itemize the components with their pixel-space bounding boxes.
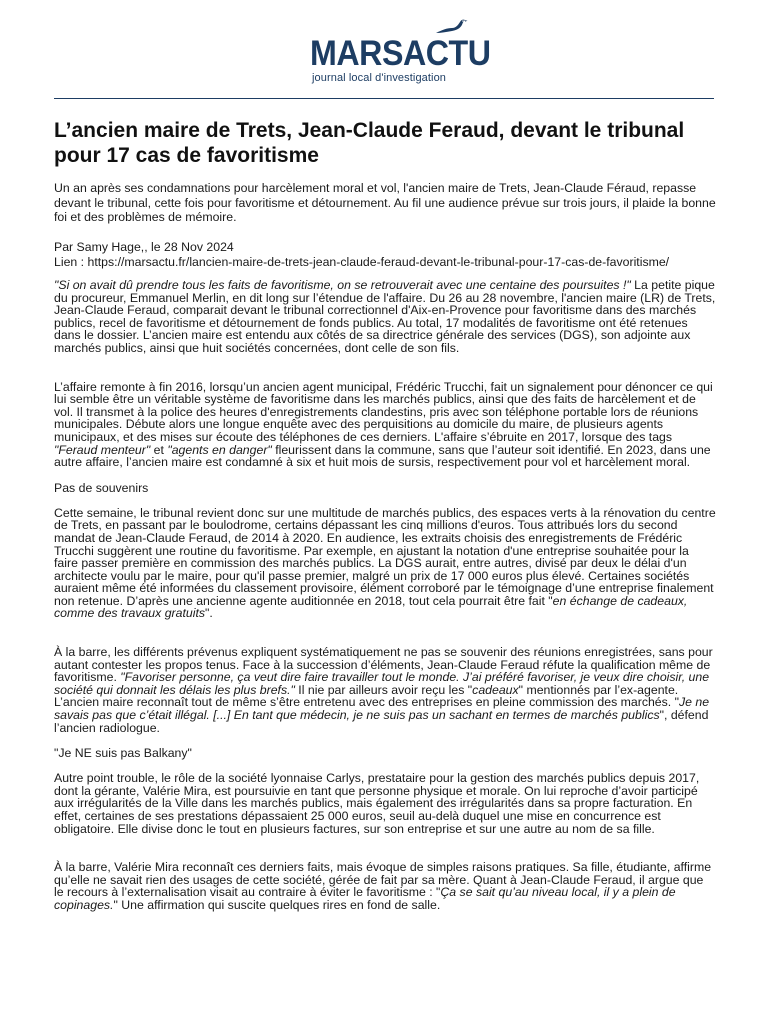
- quote-text: en échange de cadeaux, comme des travaux gratuits: [54, 593, 688, 621]
- body-text: ".: [205, 606, 213, 621]
- article-meta: [54, 240, 728, 269]
- body-text: fleurissent dans la commune, sans que l’auteur soit identifié. En 2023, dans une autre affaire, l’ancien maire est condamné à six et huit mois de sursis, respectivement pour vol et harcèlement moral.: [54, 442, 711, 470]
- header-divider: [54, 98, 714, 99]
- body-text: L’affaire remonte à fin 2016, lorsqu’un ancien agent municipal, Frédéric Trucchi, fait un signalement pour dénoncer ce qui lui semble être un véritable système de favoritisme dans les marchés publics, ainsi que des faits de harcèlement et de vol. Il transmet à la police des heures d'enregistrements clandestins, pris avec son téléphone portable lors de réunions municipales. Débute alors une longue enquête avec des perquisitions au domicile du maire, de plusieurs agents municipaux, et des mises sur écoute des téléphones de ces derniers. L'affaire s’ébruite en 2017, lorsque des tags: [54, 379, 713, 444]
- paragraph: [54, 279, 716, 355]
- body-text: Cette semaine, le tribunal revient donc sur une multitude de marchés publics, des espaces verts à la rénovation du centre de Trets, en passant par le boulodrome, certains dépassant les cinq millions d'euros. Tous attribués lors du second mandat de Jean-Claude Feraud, de 2014 à 2020. En audience, les extraits choisis des enregistrements de Frédéric Trucchi suggèrent une routine du favoritisme. Par exemple, en ajustant la notation d'une entreprise souhaitée pour la faire passer première en commission des marchés publics. La DGS aurait, entre autres, divisé par deux le délai d'un architecte voulu par le maire, pour qu'il passe premier, malgré un prix de 17 000 euros plus élevé. Certaines sociétés auraient même été informées du classement provisoire, élément corroboré par le témoignage d’une entreprise finalement non retenue. D’après une ancienne agente auditionnée en 2018, tout cela pourrait être fait ": [54, 505, 716, 608]
- article-title: L’ancien maire de Trets, Jean-Claude Feraud, devant le tribunal pour 17 cas de favoritisme: [54, 119, 685, 167]
- quote-text: cadeaux: [472, 682, 519, 697]
- article-link[interactable]: Lien : https://marsactu.fr/lancien-maire-de-trets-jean-claude-feraud-devant-le-tribunal-pour-17-cas-de-favoritisme/: [54, 254, 670, 269]
- marsactu-logo[interactable]: [310, 14, 510, 86]
- paragraph: [54, 507, 716, 620]
- quote-text: "Favoriser personne, ça veut dire faire travailler tout le monde. J’ai préféré favoriser, je veux dire choisir, une société qui donnait les délais les plus brefs.": [54, 670, 710, 697]
- paragraph: [54, 861, 716, 911]
- body-text: " mentionnés par l’ex-agente. L’ancien maire reconnaît tout de même s’être entretenu avec des entreprises en pleine commission des marchés. ": [54, 682, 679, 710]
- body-text: Il nie par ailleurs avoir reçu les ": [294, 682, 473, 697]
- paragraph: [54, 381, 716, 469]
- quote-text: "Si on avait dû prendre tous les faits de favoritisme, on se retrouverait avec une centaine des poursuites !": [54, 278, 631, 292]
- seagull-icon: [434, 16, 468, 36]
- quote-text: "Feraud menteur": [54, 442, 151, 457]
- body-text: ", défend l’ancien radiologue.: [54, 708, 709, 735]
- quote-text: Ça se sait qu’au niveau local, il y a plein de copinages.: [54, 885, 676, 912]
- quote-text: Je ne savais pas que c’était illégal. [...] En tant que médecin, je ne suis pas un sachant en termes de marchés publics: [54, 695, 710, 723]
- body-text: À la barre, Valérie Mira reconnaît ces derniers faits, mais évoque de simples raisons pratiques. Sa fille, étudiante, affirme qu’elle ne savait rien des usages de cette société, gérée de fait par sa mère. Quant à Jean-Claude Feraud, il argue que le recours à l’externalisation visait au contraire à éviter le favoritisme : ": [54, 860, 712, 900]
- subheading: Pas de souvenirs: [54, 480, 149, 495]
- article-body: [54, 279, 716, 912]
- subheading: "Je NE suis pas Balkany": [54, 746, 192, 761]
- article-byline: Par Samy Hage,, le 28 Nov 2024: [54, 240, 234, 254]
- paragraph: [54, 646, 716, 734]
- body-text: La petite pique du procureur, Emmanuel Merlin, en dit long sur l’étendue de l'affaire. Du 26 au 28 novembre, l'ancien maire (LR) de Trets, Jean-Claude Feraud, comparait devant le tribunal correctionnel d'Aix-en-Provence pour favoritisme dans des marchés publics, recel de favoritisme et détournement de fonds publics. Au total, 17 modalités de favoritisme ont été retenues dans le dossier. L’ancien maire est entendu aux côtés de sa directrice générale des services (DGS), son adjointe aux marchés publics, ainsi que huit sociétés concernées, dont celle de son fils.: [54, 278, 716, 355]
- body-text: " Une affirmation qui suscite quelques rires en fond de salle.: [113, 897, 441, 912]
- body-text: Autre point trouble, le rôle de la société lyonnaise Carlys, prestataire pour la gestion des marchés publics depuis 2017, dont la gérante, Valérie Mira, est poursuivie en tant que personne physique et morale. On lui reproche d’avoir participé aux irrégularités de la Ville dans les marchés publics, mais également des irrégularités dans sa propre facturation. En effet, certaines de ses prestations dépassaient 25 000 euros, seuil au-delà duquel une mise en concurrence est obligatoire. Elle divise donc le tout en plusieurs factures, sur son entreprise et sur une autre au nom de sa fille.: [54, 771, 700, 836]
- masthead: [54, 0, 714, 98]
- paragraph: [54, 772, 716, 835]
- body-text: À la barre, les différents prévenus expliquent systématiquement ne pas se souvenir des réunions enregistrées, sans pour autant contester les propos tenus. Face à la succession d’éléments, Jean-Claude Feraud réfute la qualification même de favoritisme.: [54, 645, 713, 685]
- article-lead: Un an après ses condamnations pour harcèlement moral et vol, l'ancien maire de Trets, Jean-Claude Féraud, repasse devant le tribunal, cette fois pour favoritisme et détournement. Au fil une audience prévue sur trois jours, il plaide la bonne foi et des problèmes de mémoire.: [54, 181, 716, 225]
- logo-tagline: journal local d'investigation: [312, 72, 447, 84]
- body-text: et: [150, 442, 168, 457]
- quote-text: "agents en danger": [167, 442, 272, 457]
- logo-wordmark: MARSACTU: [310, 34, 491, 73]
